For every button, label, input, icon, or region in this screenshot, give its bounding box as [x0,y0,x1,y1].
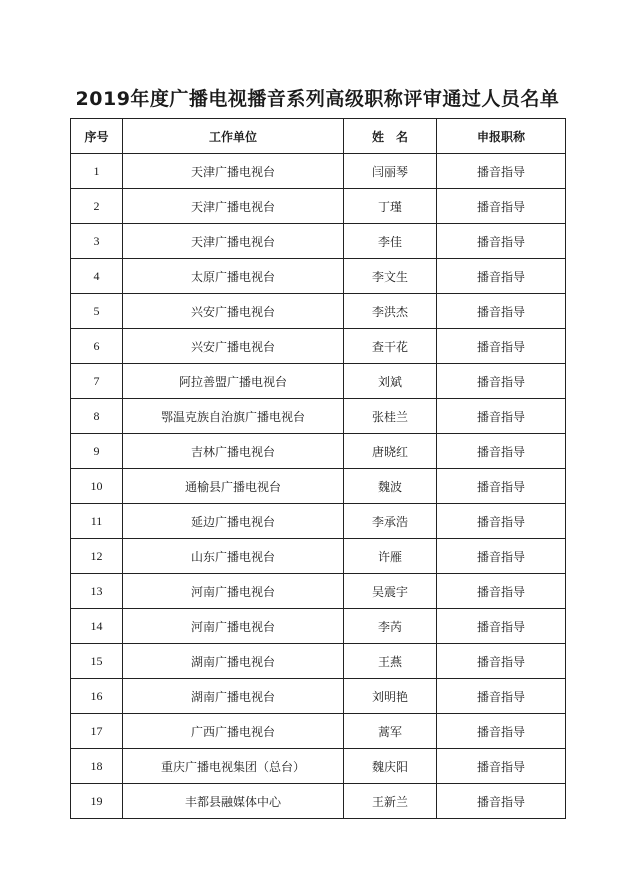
serial-number: 5 [71,294,123,329]
serial-number: 17 [71,714,123,749]
person-name: 李文生 [344,259,437,294]
person-name: 闫丽琴 [344,154,437,189]
person-name: 魏庆阳 [344,749,437,784]
work-unit: 天津广播电视台 [123,189,344,224]
work-unit: 吉林广播电视台 [123,434,344,469]
serial-number: 1 [71,154,123,189]
table-row [71,189,566,224]
work-unit: 山东广播电视台 [123,539,344,574]
work-unit: 湖南广播电视台 [123,644,344,679]
person-name: 许雁 [344,539,437,574]
applied-title: 播音指导 [437,539,566,574]
table-row [71,434,566,469]
table-row [71,504,566,539]
person-name: 李佳 [344,224,437,259]
person-name: 刘明艳 [344,679,437,714]
applied-title: 播音指导 [437,434,566,469]
person-name: 刘斌 [344,364,437,399]
serial-number: 15 [71,644,123,679]
work-unit: 天津广播电视台 [123,154,344,189]
applied-title: 播音指导 [437,644,566,679]
applied-title: 播音指导 [437,259,566,294]
person-name: 王燕 [344,644,437,679]
work-unit: 延边广播电视台 [123,504,344,539]
person-name: 李洪杰 [344,294,437,329]
table-row [71,784,566,819]
serial-number: 9 [71,434,123,469]
person-name: 吴震宇 [344,574,437,609]
work-unit: 鄂温克族自治旗广播电视台 [123,399,344,434]
table-row [71,539,566,574]
work-unit: 广西广播电视台 [123,714,344,749]
applied-title: 播音指导 [437,679,566,714]
applied-title: 播音指导 [437,784,566,819]
person-name: 查干花 [344,329,437,364]
applied-title: 播音指导 [437,189,566,224]
serial-number: 12 [71,539,123,574]
work-unit: 河南广播电视台 [123,609,344,644]
serial-number: 7 [71,364,123,399]
work-unit: 重庆广播电视集团（总台） [123,749,344,784]
table-row [71,259,566,294]
applied-title: 播音指导 [437,469,566,504]
applied-title: 播音指导 [437,224,566,259]
header-name: 姓 名 [344,119,437,154]
applied-title: 播音指导 [437,574,566,609]
work-unit: 兴安广播电视台 [123,329,344,364]
header-work-unit: 工作单位 [123,119,344,154]
table-row [71,679,566,714]
table-row [71,609,566,644]
serial-number: 3 [71,224,123,259]
serial-number: 8 [71,399,123,434]
applied-title: 播音指导 [437,749,566,784]
work-unit: 丰都县融媒体中心 [123,784,344,819]
table-row [71,224,566,259]
serial-number: 2 [71,189,123,224]
person-name: 王新兰 [344,784,437,819]
work-unit: 兴安广播电视台 [123,294,344,329]
serial-number: 10 [71,469,123,504]
table-row [71,294,566,329]
person-name: 张桂兰 [344,399,437,434]
page-title: 2019年度广播电视播音系列高级职称评审通过人员名单 [75,88,560,110]
table-row [71,574,566,609]
applied-title: 播音指导 [437,294,566,329]
roster-table [70,118,566,819]
person-name: 蒿军 [344,714,437,749]
serial-number: 18 [71,749,123,784]
work-unit: 天津广播电视台 [123,224,344,259]
person-name: 丁瑾 [344,189,437,224]
applied-title: 播音指导 [437,154,566,189]
work-unit: 通榆县广播电视台 [123,469,344,504]
header-applied-title: 申报职称 [437,119,566,154]
person-name: 唐晓红 [344,434,437,469]
work-unit: 河南广播电视台 [123,574,344,609]
work-unit: 湖南广播电视台 [123,679,344,714]
person-name: 李芮 [344,609,437,644]
table-row [71,644,566,679]
applied-title: 播音指导 [437,504,566,539]
table-body [71,154,566,819]
table-row [71,154,566,189]
table-row [71,469,566,504]
person-name: 李承浩 [344,504,437,539]
table-row [71,749,566,784]
serial-number: 16 [71,679,123,714]
serial-number: 14 [71,609,123,644]
table-row [71,329,566,364]
person-name: 魏波 [344,469,437,504]
serial-number: 19 [71,784,123,819]
serial-number: 11 [71,504,123,539]
applied-title: 播音指导 [437,714,566,749]
table-row [71,364,566,399]
applied-title: 播音指导 [437,329,566,364]
serial-number: 4 [71,259,123,294]
work-unit: 太原广播电视台 [123,259,344,294]
work-unit: 阿拉善盟广播电视台 [123,364,344,399]
table-header [71,119,566,154]
serial-number: 6 [71,329,123,364]
header-serial-number: 序号 [71,119,123,154]
applied-title: 播音指导 [437,609,566,644]
table-row [71,714,566,749]
table-row [71,399,566,434]
applied-title: 播音指导 [437,364,566,399]
serial-number: 13 [71,574,123,609]
applied-title: 播音指导 [437,399,566,434]
header-row [71,119,566,154]
